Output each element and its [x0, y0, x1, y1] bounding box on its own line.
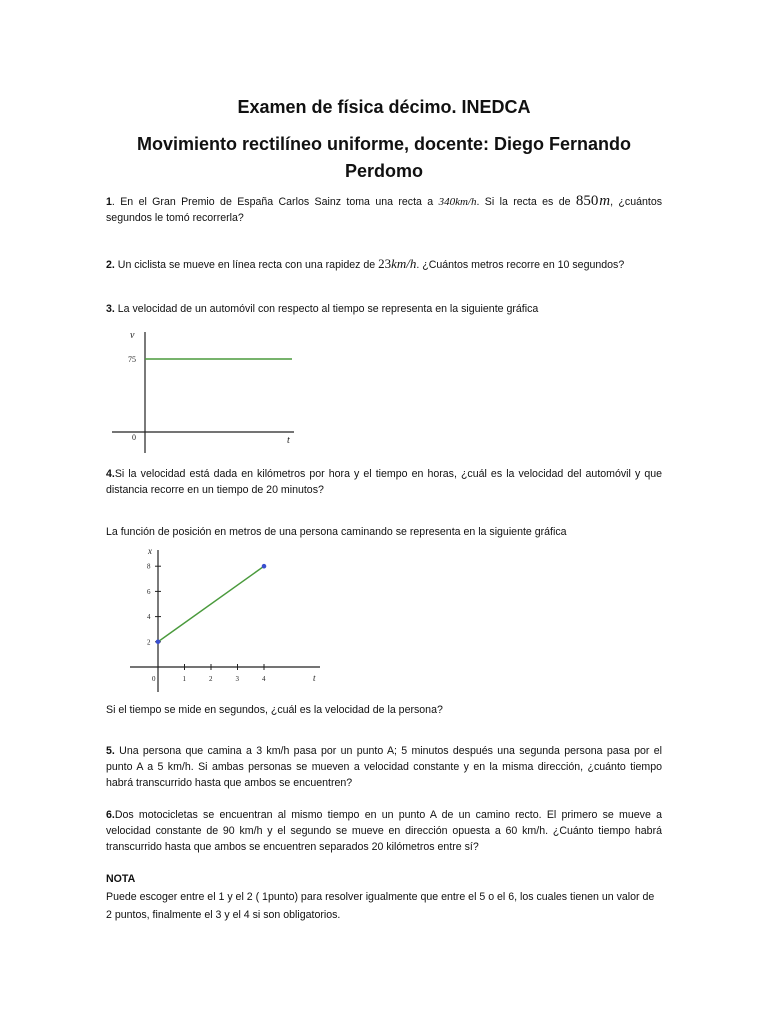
- nota-section: [106, 870, 662, 924]
- end-point: [262, 564, 267, 569]
- question-2-speed-num: 23: [378, 256, 392, 271]
- y-axis-label: v: [130, 330, 135, 341]
- question-1-text-c: , ¿cuántos segundos le tomó recorrerla?: [106, 196, 663, 224]
- x-axis-label: t: [287, 435, 290, 446]
- question-3-number: 3.: [106, 303, 115, 315]
- question-1: [106, 193, 662, 226]
- question-2-speed-unit: km/h: [391, 256, 417, 271]
- question-2-text-b: . ¿Cuántos metros recorre en 10 segundos?: [416, 259, 625, 271]
- y-axis-label: x: [148, 546, 152, 556]
- question-2-text-a: Un ciclista se mueve en línea recta con una rapidez de: [114, 259, 379, 271]
- start-point: [156, 640, 161, 645]
- x-tick-label: 0: [152, 675, 156, 683]
- question-4-text: Si la velocidad está dada en kilómetros por hora y el tiempo en horas, ¿cuál es la velocidad del automóvil y que distancia recorre en un tiempo de 20 minutos?: [106, 468, 662, 496]
- page-subtitle: Movimiento rectilíneo uniforme, docente: Diego Fernando Perdomo: [136, 134, 632, 181]
- question-4-number: 4.: [106, 468, 115, 480]
- question-4: [106, 466, 662, 498]
- question-6-text: Dos motocicletas se encuentran al mismo tiempo en un punto A de un camino recto. El primero se mueve a velocidad constante de 90 km/h y el segundo se mueve en dirección opuesta a 60 km/h. ¿Cuánto tiempo habrá transcurrido hasta que ambos se encuentren separados 20 kilómetros entre sí?: [106, 809, 662, 853]
- position-question: Si el tiempo se mide en segundos, ¿cuál es la velocidad de la persona?: [106, 704, 443, 716]
- question-2-number: 2.: [106, 259, 115, 271]
- y-tick-label: 2: [147, 638, 151, 647]
- question-6: [106, 807, 662, 855]
- question-1-text-b: . Si la recta es de: [476, 196, 576, 208]
- x-axis-label: t: [313, 673, 316, 683]
- question-5: [106, 743, 662, 791]
- nota-text: Puede escoger entre el 1 y el 2 ( 1punto) para resolver igualmente que entre el 5 o el 6, los cuales tienen un valor de 2 puntos, finalmente el 3 y el 4 si son obligatorios.: [106, 891, 655, 921]
- y-tick-label: 4: [147, 613, 151, 622]
- page-title: Examen de física décimo. INEDCA: [237, 97, 531, 117]
- nota-heading: NOTA: [106, 873, 136, 885]
- question-1-distance-unit: m: [599, 193, 611, 209]
- position-graph-intro: La función de posición en metros de una persona caminando se representa en la siguiente gráfica: [106, 526, 567, 538]
- question-3: [106, 301, 662, 317]
- x-tick-label: 2: [209, 675, 213, 683]
- x-tick-label: 4: [262, 675, 266, 683]
- x-tick-label: 0: [132, 433, 136, 442]
- velocity-time-chart: [108, 326, 313, 454]
- y-tick-label: 6: [147, 587, 151, 596]
- question-5-text: Una persona que camina a 3 km/h pasa por un punto A; 5 minutos después una segunda persona pasa por el punto A a 5 km/h. Si ambas personas se mueven a velocidad constante y en la misma dirección, ¿cuánto tiempo habrá transcurrido hasta que ambos se encuentren?: [106, 745, 662, 789]
- question-1-distance-num: 850: [575, 193, 599, 209]
- x-tick-label: 1: [182, 675, 186, 683]
- position-line: [158, 566, 264, 642]
- y-tick-label: 75: [128, 355, 136, 364]
- question-5-number: 5.: [106, 745, 115, 757]
- y-tick-label: 8: [147, 562, 151, 571]
- question-3-text: La velocidad de un automóvil con respecto al tiempo se representa en la siguiente gráfica: [114, 303, 539, 315]
- question-1-number: 1: [106, 196, 112, 208]
- x-tick-label: 3: [235, 675, 239, 683]
- question-1-speed: 340km/h: [438, 196, 477, 208]
- question-1-text-a: . En el Gran Premio de España Carlos Sainz toma una recta a: [111, 196, 439, 208]
- position-time-chart: [108, 542, 340, 694]
- question-2: [106, 256, 662, 273]
- question-6-number: 6.: [106, 809, 115, 821]
